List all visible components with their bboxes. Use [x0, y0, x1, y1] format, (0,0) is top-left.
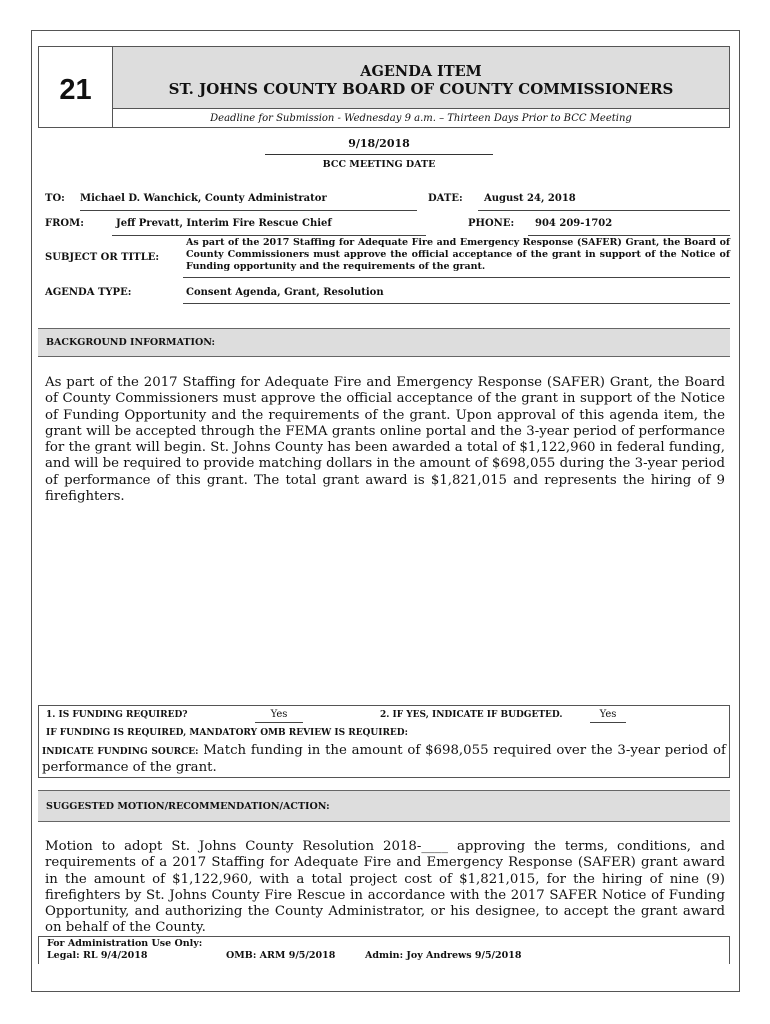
budgeted-value: Yes: [590, 708, 626, 723]
subject-label: SUBJECT OR TITLE:: [45, 252, 160, 263]
to-label: TO:: [45, 193, 65, 204]
omb-review-label: IF FUNDING IS REQUIRED, MANDATORY OMB REVIEW IS REQUIRED:: [46, 728, 408, 738]
title-line-1: AGENDA ITEM: [360, 63, 482, 80]
title-line-2: ST. JOHNS COUNTY BOARD OF COUNTY COMMISSIONERS: [168, 80, 674, 98]
agenda-type-label: AGENDA TYPE:: [45, 287, 132, 298]
background-heading: BACKGROUND INFORMATION:: [38, 328, 730, 357]
funding-source-value: Match funding in the amount of $698,055 required over the 3-year period of performance of the grant.: [42, 743, 726, 775]
meeting-date-block: [265, 137, 493, 170]
agenda-item-number: 21: [38, 46, 113, 128]
funding-required-value: Yes: [255, 708, 303, 723]
to-underline: [80, 210, 417, 211]
meeting-date: 9/18/2018: [265, 137, 493, 155]
admin-signoff: Admin: Joy Andrews 9/5/2018: [365, 950, 522, 961]
omb-signoff: OMB: ARM 9/5/2018: [226, 950, 336, 961]
funding-required-label: 1. IS FUNDING REQUIRED?: [46, 710, 188, 720]
subject-value: As part of the 2017 Staffing for Adequate Fire and Emergency Response (SAFER) Grant, the Board of County Commissioners must approve the official acceptance of the grant in support of the Notice of Funding opportunity and the requirements of the grant.: [186, 237, 730, 272]
funding-box: [38, 705, 730, 778]
funding-source: [42, 743, 726, 776]
budgeted-label: 2. IF YES, INDICATE IF BUDGETED.: [380, 710, 563, 720]
phone-underline: [528, 235, 730, 236]
admin-heading: For Administration Use Only:: [47, 938, 203, 949]
page-title: [112, 46, 730, 109]
phone-value: 904 209-1702: [535, 218, 613, 229]
date-underline: [478, 210, 730, 211]
motion-text: Motion to adopt St. Johns County Resolution 2018-____ approving the terms, conditions, and requirements of a 2017 Staffing for Adequate Fire and Emergency Response (SAFER) grant award in the amount of $1,122,960, with a total project cost of $1,821,015, for the hiring of nine (9) firefighters by St. Johns County Fire Rescue in accordance with the 2017 SAFER Notice of Funding Opportunity, and authorizing the County Administrator, or his designee, to accept the grant award on behalf of the County.: [45, 839, 725, 936]
from-underline: [112, 235, 426, 236]
motion-heading: SUGGESTED MOTION/RECOMMENDATION/ACTION:: [38, 790, 730, 822]
to-value: Michael D. Wanchick, County Administrator: [80, 193, 327, 204]
deadline-note: Deadline for Submission - Wednesday 9 a.m. – Thirteen Days Prior to BCC Meeting: [112, 108, 730, 128]
legal-signoff: Legal: RL 9/4/2018: [47, 950, 148, 961]
admin-box: [38, 936, 730, 964]
funding-source-label: INDICATE FUNDING SOURCE:: [42, 747, 199, 757]
phone-label: PHONE:: [468, 218, 515, 229]
date-value: August 24, 2018: [484, 193, 576, 204]
meeting-date-label: BCC MEETING DATE: [322, 159, 436, 170]
date-label: DATE:: [428, 193, 463, 204]
from-label: FROM:: [45, 218, 84, 229]
subject-underline: [183, 277, 730, 278]
agenda-type-underline: [183, 303, 730, 304]
agenda-type-value: Consent Agenda, Grant, Resolution: [186, 287, 384, 298]
background-text: As part of the 2017 Staffing for Adequate Fire and Emergency Response (SAFER) Grant, the Board of County Commissioners must approve the official acceptance of the grant in support of the Notice of Funding Opportunity and the requirements of the grant. Upon approval of this agenda item, the grant will be accepted through the FEMA grants online portal and the 3-year period of performance for the grant will begin. St. Johns County has been awarded a total of $1,122,960 in federal funding, and will be required to provide matching dollars in the amount of $698,055 during the 3-year period of performance of this grant. The total grant award is $1,821,015 and represents the hiring of 9 firefighters.: [45, 375, 725, 505]
from-value: Jeff Prevatt, Interim Fire Rescue Chief: [116, 218, 332, 229]
